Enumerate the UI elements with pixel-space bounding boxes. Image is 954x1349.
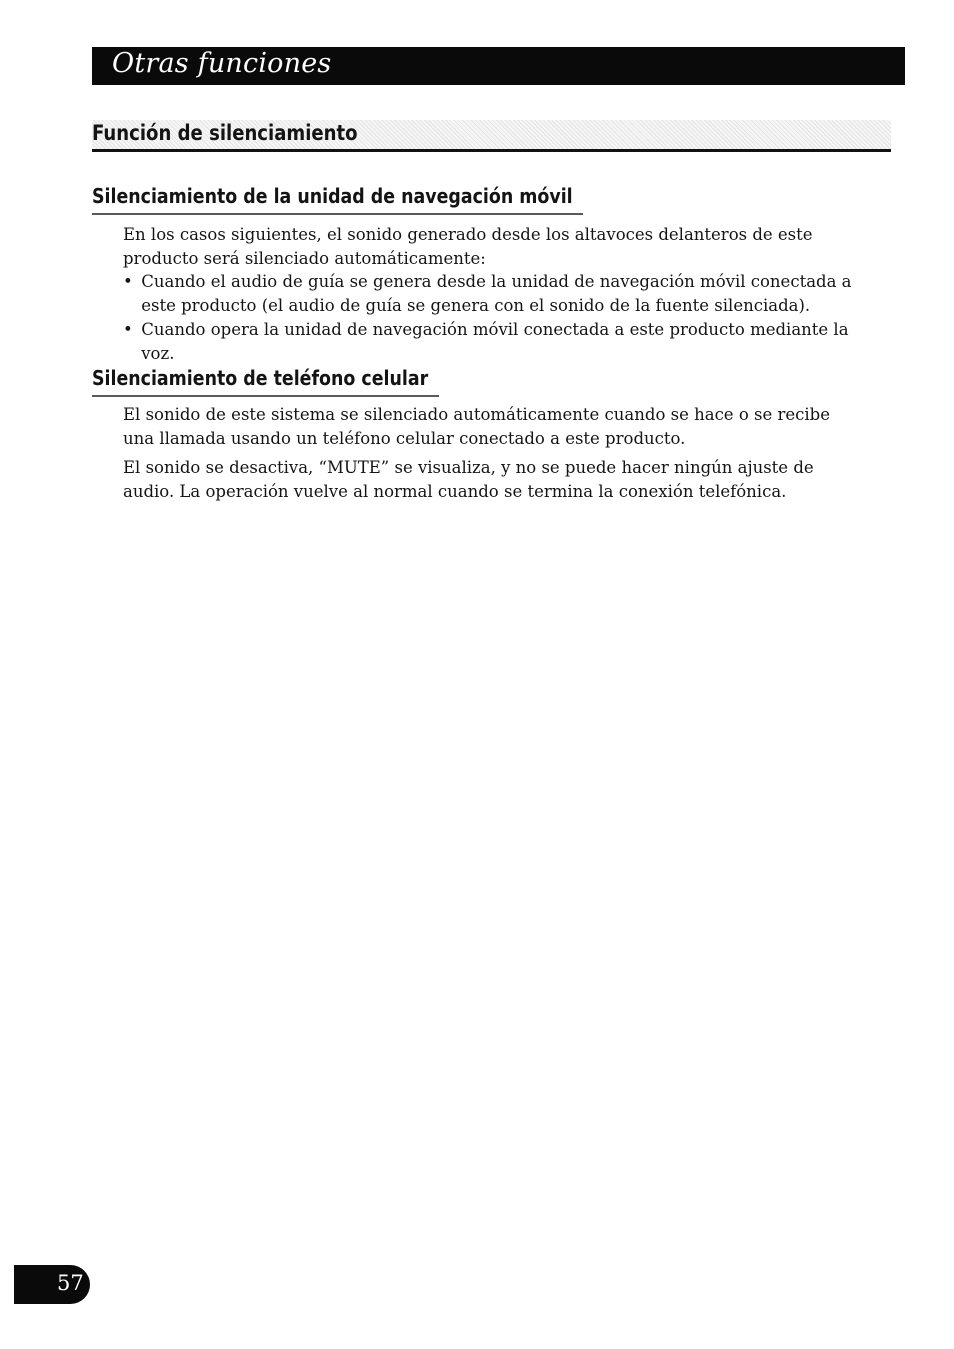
page-number: 57 bbox=[57, 1271, 84, 1295]
navigation-mute-bullet-list bbox=[123, 270, 862, 366]
subheading-phone-mute: Silenciamiento de teléfono celular bbox=[92, 366, 429, 390]
chapter-header-bar bbox=[92, 47, 905, 85]
chapter-title: Otras funciones bbox=[112, 48, 332, 79]
navigation-mute-intro: En los casos siguientes, el sonido generado desde los altavoces delanteros de este producto será silenciado automáticamente: bbox=[123, 225, 813, 269]
list-item-text: Cuando opera la unidad de navegación móvil conectada a este producto mediante la voz. bbox=[141, 320, 849, 364]
section-title: Función de silenciamiento bbox=[92, 121, 358, 145]
subheading-underline bbox=[92, 213, 583, 215]
section-title-rule bbox=[92, 149, 891, 152]
phone-mute-paragraph: El sonido de este sistema se silenciado automáticamente cuando se hace o se recibe una llamada usando un teléfono celular conectado a este producto. bbox=[123, 405, 830, 449]
list-item-text: Cuando el audio de guía se genera desde la unidad de navegación móvil conectada a este producto (el audio de guía se genera con el sonido de la fuente silenciada). bbox=[141, 272, 852, 316]
subheading-navigation-mute: Silenciamiento de la unidad de navegación móvil bbox=[92, 184, 573, 208]
phone-mute-paragraph: El sonido se desactiva, “MUTE” se visualiza, y no se puede hacer ningún ajuste de audio. La operación vuelve al normal cuando se termina la conexión telefónica. bbox=[123, 458, 814, 502]
subheading-underline bbox=[92, 395, 439, 397]
list-item bbox=[123, 270, 862, 318]
list-item bbox=[123, 318, 862, 366]
bullet-icon: • bbox=[123, 272, 133, 292]
page-number-tab bbox=[14, 1265, 90, 1304]
bullet-icon: • bbox=[123, 320, 133, 340]
